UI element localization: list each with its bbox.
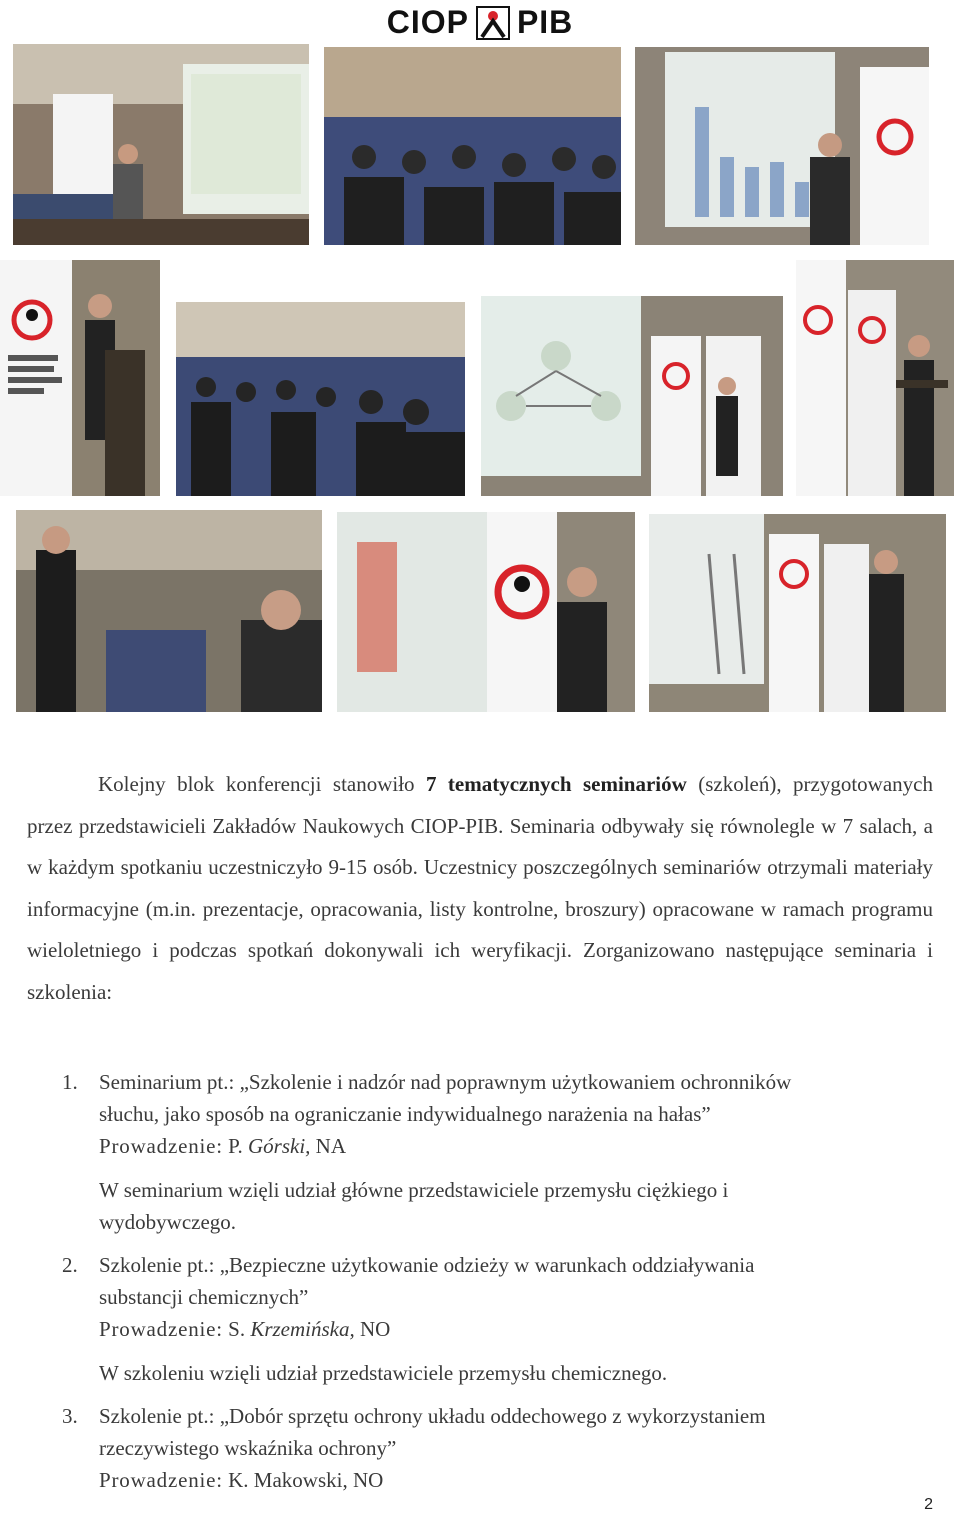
- list-item-title-line-2: substancji chemicznych”: [99, 1285, 309, 1309]
- logo-text-left: CIOP: [386, 4, 469, 40]
- photo-speaker-microphone: [16, 510, 322, 712]
- page-number: 2: [924, 1496, 933, 1513]
- photo-speaker-right-podium: [796, 260, 954, 496]
- photo-speaker-forum-banner: [337, 512, 635, 712]
- intro-text-2: (szkoleń), przygotowanych przez przedstawicieli Zakładów Naukowych CIOP-PIB. Seminaria odbywały się równolegle w 7 salach, a w każdym spotkaniu uczestniczyło 9-15 osób. Uczestnicy poszczególnych seminariów otrzymali materiały informacyjne (m.in. prezentacje, opracowania, listy kontrolne, broszury) opracowane w ramach programu wieloletniego i podczas spotkań dokonywali ich weryfikacji. Zorganizowano następujące seminaria i szkolenia:: [27, 772, 933, 1004]
- intro-paragraph: [27, 764, 933, 1013]
- list-item-title-line-1: Szkolenie pt.: „Dobór sprzętu ochrony układu oddechowego z wykorzystaniem: [99, 1404, 766, 1428]
- list-item-title-line-1: Seminarium pt.: „Szkolenie i nadzór nad poprawnym użytkowaniem ochronników: [99, 1070, 792, 1094]
- ciop-pib-logo: [0, 4, 960, 40]
- list-item-2-note: W szkoleniu wzięli udział przedstawiciele przemysłu chemicznego.: [99, 1361, 668, 1385]
- photo-forum-banner-speaker-left: [0, 260, 160, 496]
- photo-speaker-screen-diagram: [481, 296, 783, 496]
- logo-figure-icon: [476, 6, 510, 40]
- photo-speaker-ladder-slide: [649, 514, 946, 712]
- lead-label: Prowadzenie:: [99, 1317, 223, 1341]
- list-item-title-line-2: słuchu, jako sposób na ograniczanie indywidualnego narażenia na hałas”: [99, 1102, 711, 1126]
- list-item-title-line-1: Szkolenie pt.: „Bezpieczne użytkowanie odzieży w warunkach oddziaływania: [99, 1253, 755, 1277]
- intro-text-1: Kolejny blok konferencji stanowiło: [98, 772, 426, 796]
- photo-audience-room: [176, 302, 465, 496]
- list-item-number: 3.: [62, 1404, 78, 1428]
- list-item-title-line-2: rzeczywistego wskaźnika ochrony”: [99, 1436, 397, 1460]
- photo-audience-rows: [324, 47, 621, 245]
- list-item-lead: Prowadzenie: P. Górski, NA: [99, 1134, 347, 1158]
- photo-speaker-chart: [635, 47, 929, 245]
- logo-text-right: PIB: [516, 4, 574, 40]
- lead-label: Prowadzenie:: [99, 1134, 223, 1158]
- list-item-number: 1.: [62, 1070, 78, 1094]
- list-item-number: 2.: [62, 1253, 78, 1277]
- list-item-lead: Prowadzenie: S. Krzemińska, NO: [99, 1317, 391, 1341]
- list-item-1-note: W seminarium wzięli udział główne przedstawiciele przemysłu ciężkiego i wydobywczego.: [99, 1178, 729, 1234]
- intro-bold-seminars: 7 tematycznych seminariów: [425, 772, 687, 796]
- photo-presenter-podium: [13, 44, 309, 245]
- lead-label: Prowadzenie:: [99, 1468, 223, 1492]
- list-item-lead: Prowadzenie: K. Makowski, NO: [99, 1468, 384, 1492]
